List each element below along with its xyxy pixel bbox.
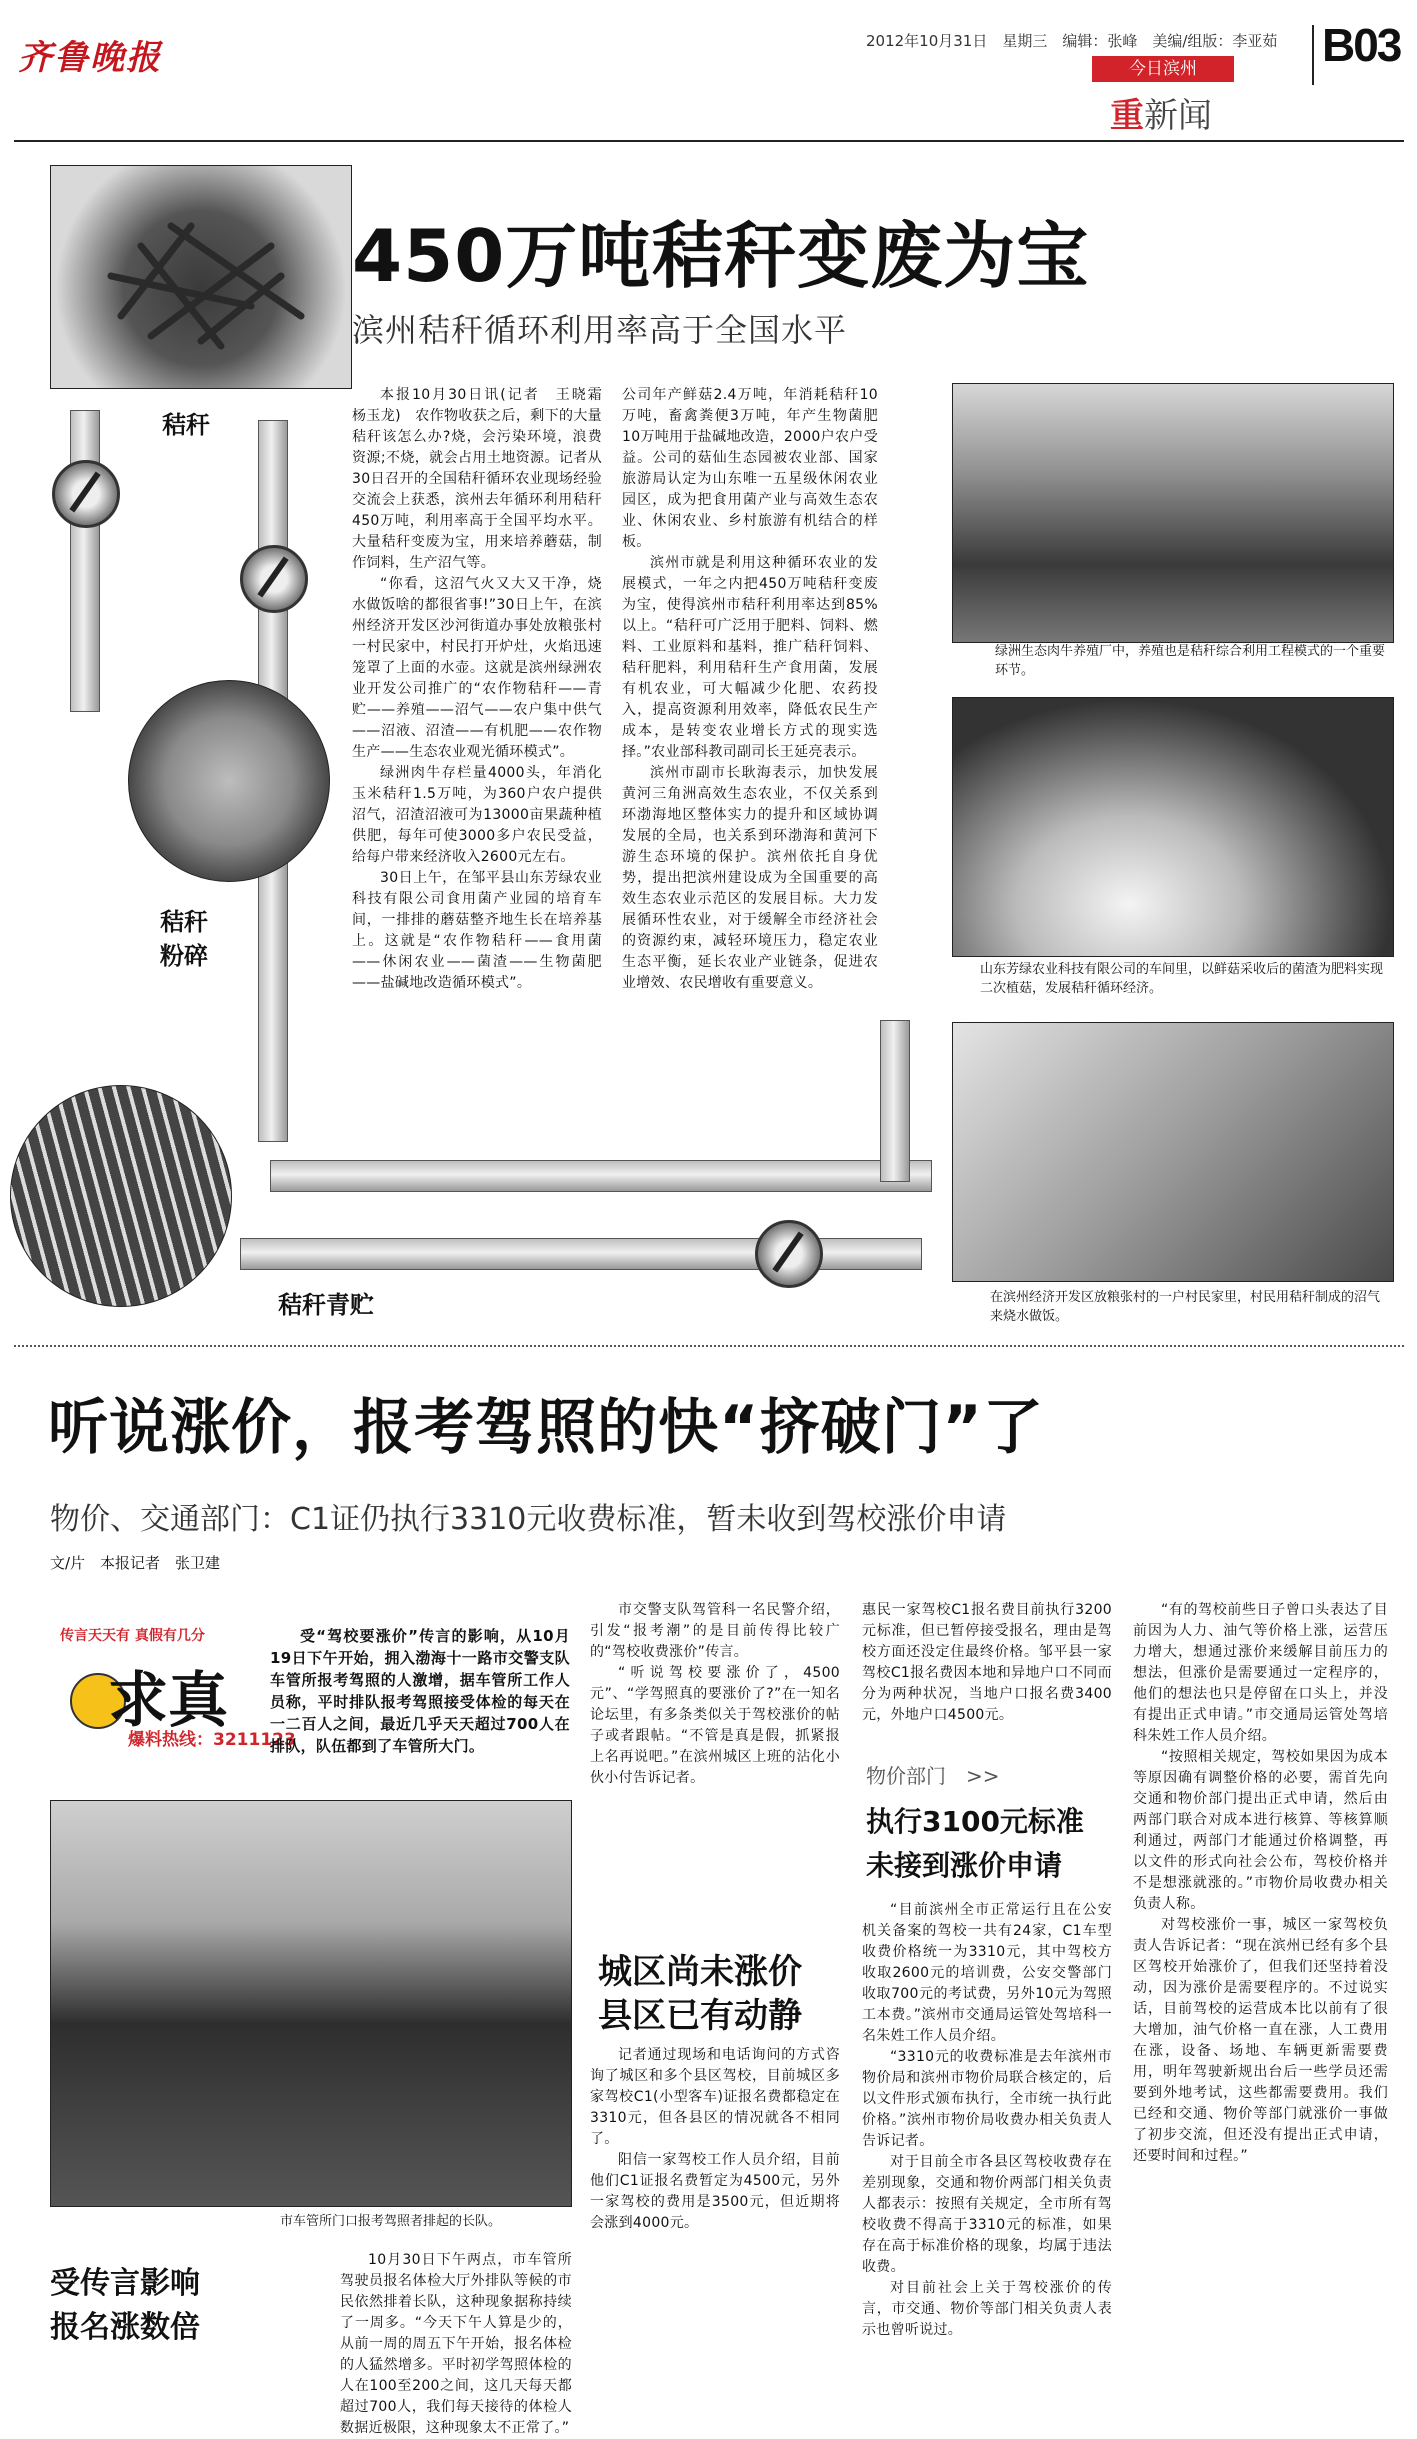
section-a-head: 受传言影响 报名涨数倍 [50,2266,200,2345]
story1-col1 [352,385,617,1155]
story2-para: “按照相关规定，驾校如果因为成本等原因确有调整价格的必要，需首先向交通和物价部门提出正式申请，然后由两部门联合对成本进行核算、等核算顺利通过，两部门才能通过价格调整，再以文件的形式向社会公布，驾校价格并不是想涨就涨的。”市物价局收费办相关负责人称。 [1133,1749,1388,1912]
page-code-divider [1312,25,1314,85]
story2-para: “目前滨州全市正常运行且在公安机关备案的驾校一共有24家，C1车型收费价格统一为3310元，其中驾校方收取2600元的培训费，公安交警部门收取700元的考试费，另外10元为驾照工本费。”滨州市交通局运管处驾培科一名朱姓工作人员介绍。 [862,1902,1112,2044]
label-storage: 秸秆青贮 [278,1291,374,1319]
story1-para: 滨州市副市长耿海表示，加快发展黄河三角洲高效生态农业，不仅关系到环渤海地区整体实力的提升和区域协调发展的全局，也关系到环渤海和黄河下游生态环境的保护。滨州依托自身优势，提出把滨州建设成为全国重要的高效生态农业示范区的发展目标。大力发展循环性农业，对于缓解全市经济社会的资源约束，减轻环境压力，稳定农业生态平衡，延长农业产业链条，促进农业增效、农民增收有重要意义。 [622,765,878,991]
section-name-b: 新闻 [1144,96,1212,136]
story1-headline: 450万吨秸秆变废为宝 [352,214,1090,298]
mushroom-photo [952,697,1394,957]
story2-byline: 文/片 本报记者 张卫建 [50,1554,221,1572]
story2-para: “听说驾校要涨价了，4500元”、“学驾照真的要涨价了?”在一知名论坛里，有多条类似关于驾校涨价的帖子或者跟帖。“不管是真是假，抓紧报上名再说吧。”在滨州城区上班的沾化小伙小付告诉记者。 [590,1665,840,1786]
story1-para: 滨州市就是利用这种循环农业的发展模式，一年之内把450万吨秸秆变废为宝，使得滨州市秸秆利用率达到85%以上。“秸秆可广泛用于肥料、饲料、燃料、工业原料和基料，推广秸秆饲料、秸秆肥料，利用秸秆生产食用菌，发展有机农业，可大幅减少化肥、农药投入，提高资源利用效率，降低农民生产成本，是转变农业增长方式的现实选择。”农业部科教司副司长王延亮表示。 [622,555,878,760]
story2-col-d [1133,1600,1388,2375]
story2-col-c [862,1600,1112,1750]
story2-para: 惠民一家驾校C1报名费目前执行3200元标准，但已暂停接受报名，理由是驾校方面还没定住最终价格。邹平县一家驾校C1报名费因本地和异地户口不同而分为两种状况，当地户口报名费3400元，外地户口4500元。 [862,1602,1112,1723]
section-b-head: 城区尚未涨价 县区已有动静 [598,1952,802,2036]
story1-para: 本报10月30日讯(记者 王晓霜 杨玉龙) 农作物收获之后，剩下的大量秸秆该怎么办?烧，会污染环境，浪费资源;不烧，就会占用土地资源。记者从30日召开的全国秸秆循环农业现场经验交流会上获悉，滨州去年循环利用秸秆450万吨，利用率高于全国平均水平。大量秸秆变废为宝，用来培养蘑菇，制作饲料，生产沼气等。 [352,387,617,571]
section-c-kicker: 物价部门 >> [866,1764,1000,1788]
pipe-right-vertical [880,1020,910,1182]
story2-para: “3310元的收费标准是去年滨州市物价局和滨州市物价局联合核定的，后以文件形式颁布执行，全市统一执行此价格。”滨州市物价局收费办相关负责人告诉记者。 [862,2049,1112,2149]
page-code: B03 [1322,19,1401,71]
story2-para: 10月30日下午两点，市车管所驾驶员报名体检大厅外排队等候的市民依然排着长队，这种现象据称持续了一周多。“今天下午人算是少的，从前一周的周五下午开始，报名体检的人猛然增多。平时初学驾照体检的人在100至200之间，这几天每天都超过700人，我们每天接待的体检人数据近极限，这种现象太不正常了。” [340,2252,572,2436]
story1-para: 30日上午，在邹平县山东芳绿农业科技有限公司食用菌产业园的培育车间，一排排的蘑菇整齐地生长在培养基上。这就是“农作物秸秆——食用菌——休闲农业——菌渣——生物菌肥——盐碱地改造循环模式”。 [352,870,602,991]
story2-para: “有的驾校前些日子曾口头表达了目前因为人力、油气等价格上涨，运营压力增大，想通过涨价来缓解目前压力的想法，但涨价是需要通过一定程序的，他们的想法也只是停留在口头上，并没有提出正式申请。”市交通局运管处驾培科朱姓工作人员介绍。 [1133,1602,1388,1744]
section-name [1110,88,1212,137]
story2-subhead: 物价、交通部门：C1证仍执行3310元收费标准，暂未收到驾校涨价申请 [50,1502,1007,1537]
story2-headline: 听说涨价，报考驾照的快“挤破门”了 [48,1393,1044,1463]
straw-photo [50,165,352,389]
cattle-caption: 绿洲生态肉牛养殖厂中，养殖也是秸秆综合利用工程模式的一个重要环节。 [995,644,1386,678]
story1-para: 公司年产鲜菇2.4万吨，年消耗秸秆10万吨，畜禽粪便3万吨，年产生物菌肥10万吨用于盐碱地改造，2000户农户受益。公司的菇仙生态园被农业部、国家旅游局认定为山东唯一五星级休闲农业园区，成为把食用菌产业与高效生态农业、休闲农业、乡村旅游有机结合的样板。 [622,387,878,550]
story2-col-b2 [590,2045,840,2375]
promo-word: 求真 [108,1666,228,1736]
story2-para: 阳信一家驾校工作人员介绍，目前他们C1证报名费暂定为4500元，另外一家驾校的费用是3500元，但近期将会涨到4000元。 [590,2152,840,2231]
biogas-caption: 在滨州经济开发区放粮张村的一户村民家里，村民用秸秆制成的沼气来烧水做饭。 [990,1290,1381,1324]
story2-para: 市交警支队驾管科一名民警介绍，引发“报考潮”的是目前传得比较广的“驾校收费涨价”传言。 [590,1602,840,1660]
story2-para: 对目前社会上关于驾校涨价的传言，市交通、物价等部门相关负责人表示也曾听说过。 [862,2280,1112,2338]
queue-caption: 市车管所门口报考驾照者排起的长队。 [280,2214,502,2229]
story2-lead [270,1625,570,1757]
story1-col2 [622,385,878,1155]
mushroom-caption: 山东芳绿农业科技有限公司的车间里，以鲜菇采收后的菌渣为肥料实现二次植菇，发展秸秆循环经济。 [980,962,1384,996]
pipe-left-vertical [70,410,100,712]
story2-lead-text: 受“驾校要涨价”传言的影响，从10月19日下午开始，拥入渤海十一路市交警支队车管所报考驾照的人激增，据车管所工作人员称，平时排队报考驾照接受体检的每天在一二百人之间，最近几乎天天超过700人在排队，队伍都到了车管所大门。 [270,1627,570,1755]
story2-para: 对驾校涨价一事，城区一家驾校负责人告诉记者：“现在滨州已经有多个县区驾校开始涨价了，但我们还坚持着没动，因为涨价是需要程序的。不过说实话，目前驾校的运营成本比以前有了很大增加，油气价格一直在涨，人工费用在涨，设备、场地、车辆更新需要费用，明年驾驶新规出台后一些学员还需要到外地考试，这些都需要费用。我们已经和交通、物价等部门就涨价一事做了初步交流，但还没有提出正式申请，还要时间和过程。” [1133,1917,1388,2164]
section-c-head: 执行3100元标准 未接到涨价申请 [866,1805,1084,1882]
section-divider [14,1345,1404,1347]
story1-para: 绿洲肉牛存栏量4000头，年消化玉米秸秆1.5万吨，为360户农户提供沼气，沼渣沼液可为13000亩果蔬种植供肥，每年可使3000多户农民受益，给每户带来经济收入2600元左右。 [352,765,602,865]
masthead-rule [14,140,1404,142]
promo-hotline: 爆料热线：3211123 [128,1730,296,1750]
biogas-stove-photo [952,1022,1394,1282]
valve-icon-1 [52,460,120,528]
promo-slogan: 传言天天有 真假有几分 [60,1628,205,1644]
crush-photo [128,680,330,882]
storage-photo [10,1085,232,1307]
date-line: 2012年10月31日 星期三 编辑：张峰 美编/组版：李亚茹 [866,32,1278,50]
valve-icon-2 [240,545,308,613]
section-name-a: 重 [1110,96,1144,136]
cattle-photo [952,383,1394,643]
masthead [0,0,1417,135]
straw-illustration [51,166,351,388]
label-crush: 秸秆 粉碎 [160,908,208,970]
pipe-bottom-horizontal [270,1160,932,1192]
story2-col-c2 [862,1900,1112,2375]
paper-logo: 齐鲁晚报 [18,38,162,78]
section-tag: 今日滨州 [1092,56,1234,82]
story2-col-a [340,2250,572,2436]
story1-subhead: 滨州秸秆循环利用率高于全国水平 [352,311,848,349]
story2-para: 记者通过现场和电话询问的方式咨询了城区和多个县区驾校，目前城区多家驾校C1(小型客车)证报名费都稳定在3310元，但各县区的情况就各不相同了。 [590,2047,840,2147]
story2-para: 对于目前全市各县区驾校收费存在差别现象，交通和物价两部门相关负责人都表示：按照有关规定，全市所有驾校收费不得高于3310元的标准，如果存在高于标准价格的现象，均属于违法收费。 [862,2154,1112,2275]
valve-icon-3 [755,1220,823,1288]
label-straw: 秸秆 [162,411,210,439]
queue-photo [50,1800,572,2207]
story1-para: “你看，这沼气火又大又干净，烧水做饭啥的都很省事!”30日上午，在滨州经济开发区沙河街道办事处放粮张村一村民家中，村民打开炉灶，火焰迅速笼罩了上面的水壶。这就是滨州绿洲农业开发公司推广的“农作物秸秆——青贮——养殖——沼气——农户集中供气——沼液、沼渣——有机肥——农作物生产——生态农业观光循环模式”。 [352,576,602,760]
